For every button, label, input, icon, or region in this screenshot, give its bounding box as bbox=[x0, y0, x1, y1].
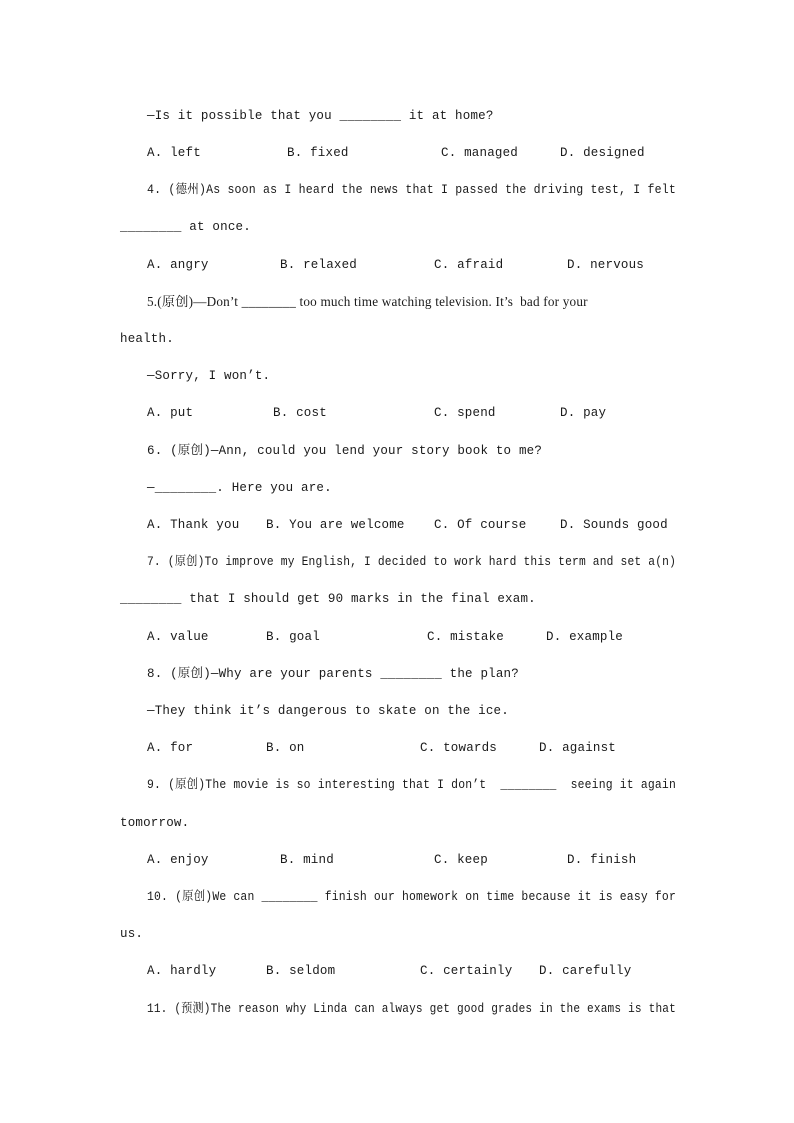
q3-option-c: C. managed bbox=[441, 146, 519, 160]
q9-option-c: C. keep bbox=[434, 853, 488, 867]
q8-stem-line1: 8. (原创)—Why are your parents ________ the plan? bbox=[147, 667, 519, 681]
q5-options bbox=[147, 404, 687, 422]
q10-stem-line2: us. bbox=[120, 927, 144, 941]
q10-option-a: A. hardly bbox=[147, 964, 217, 978]
q3-option-a: A. left bbox=[147, 146, 201, 160]
q6-option-a: A. Thank you bbox=[147, 518, 240, 532]
q5-response: —Sorry, I won’t. bbox=[147, 369, 271, 383]
q6-options bbox=[147, 516, 687, 534]
q5-option-a: A. put bbox=[147, 406, 194, 420]
q7-options bbox=[147, 628, 687, 646]
q6-stem-line1: 6. (原创)—Ann, could you lend your story book to me? bbox=[147, 444, 543, 458]
q7-option-d: D. example bbox=[546, 630, 624, 644]
q4-options bbox=[147, 256, 687, 274]
q11-stem-line1: 11. (预测)The reason why Linda can always get good grades in the exams is that bbox=[147, 1002, 676, 1016]
q5-stem-line1: 5.(原创)—Don’t ________ too much time watching television. It’s bad for your bbox=[147, 294, 588, 309]
q5-option-b: B. cost bbox=[273, 406, 327, 420]
q8-option-c: C. towards bbox=[420, 741, 498, 755]
q7-stem-line1: 7. (原创)To improve my English, I decided to work hard this term and set a(n) bbox=[147, 555, 677, 569]
q3-response: —Is it possible that you ________ it at home? bbox=[147, 109, 494, 123]
q10-options bbox=[147, 962, 687, 980]
q9-options bbox=[147, 851, 687, 869]
q8-option-b: B. on bbox=[266, 741, 305, 755]
q9-option-d: D. finish bbox=[567, 853, 637, 867]
q4-option-a: A. angry bbox=[147, 258, 209, 272]
q8-response: —They think it’s dangerous to skate on the ice. bbox=[147, 704, 509, 718]
q7-option-a: A. value bbox=[147, 630, 209, 644]
q6-option-c: C. Of course bbox=[434, 518, 527, 532]
q10-option-c: C. certainly bbox=[420, 964, 513, 978]
q5-option-c: C. spend bbox=[434, 406, 496, 420]
q8-option-d: D. against bbox=[539, 741, 617, 755]
q5-stem-line2: health. bbox=[120, 332, 174, 346]
q10-option-b: B. seldom bbox=[266, 964, 336, 978]
q4-option-d: D. nervous bbox=[567, 258, 645, 272]
q3-option-d: D. designed bbox=[560, 146, 645, 160]
q7-option-b: B. goal bbox=[266, 630, 320, 644]
q4-option-b: B. relaxed bbox=[280, 258, 358, 272]
q9-stem-line2: tomorrow. bbox=[120, 816, 190, 830]
q3-options bbox=[147, 144, 687, 162]
q9-stem-line1: 9. (原创)The movie is so interesting that I don’t ________ seeing it again bbox=[147, 778, 676, 792]
q9-option-a: A. enjoy bbox=[147, 853, 209, 867]
q4-stem-line2: ________ at once. bbox=[120, 220, 251, 234]
q6-response: —________. Here you are. bbox=[147, 481, 332, 495]
q7-stem-line2: ________ that I should get 90 marks in the final exam. bbox=[120, 592, 536, 606]
q8-options bbox=[147, 739, 687, 757]
q10-option-d: D. carefully bbox=[539, 964, 632, 978]
q7-option-c: C. mistake bbox=[427, 630, 505, 644]
q6-option-b: B. You are welcome bbox=[266, 518, 405, 532]
q10-stem-line1: 10. (原创)We can ________ finish our homework on time because it is easy for bbox=[147, 890, 676, 904]
q9-option-b: B. mind bbox=[280, 853, 334, 867]
q3-option-b: B. fixed bbox=[287, 146, 349, 160]
q5-option-d: D. pay bbox=[560, 406, 607, 420]
q8-option-a: A. for bbox=[147, 741, 194, 755]
q6-option-d: D. Sounds good bbox=[560, 518, 668, 532]
q4-stem-line1: 4. (德州)As soon as I heard the news that I passed the driving test, I felt bbox=[147, 183, 676, 197]
q4-option-c: C. afraid bbox=[434, 258, 504, 272]
